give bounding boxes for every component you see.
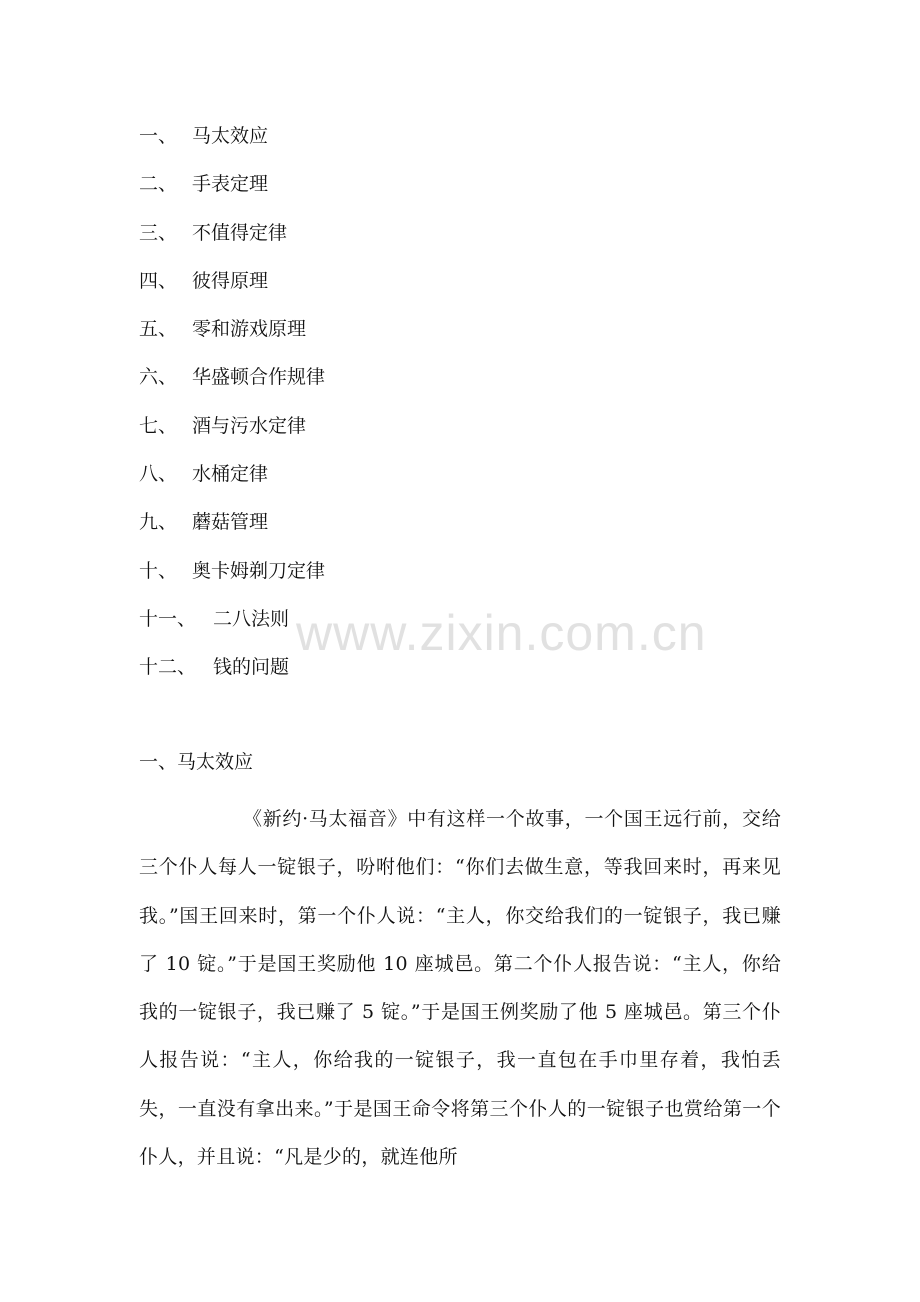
toc-item-number: 九、 [139, 511, 178, 534]
toc-item-title: 奥卡姆剃刀定律 [192, 559, 326, 582]
toc-item-title: 华盛顿合作规律 [192, 366, 326, 389]
toc-item-number: 三、 [139, 221, 178, 244]
section-heading: 一、马太效应 [139, 751, 254, 773]
toc-item [139, 218, 325, 266]
toc-item-title: 手表定理 [192, 173, 269, 196]
toc-item-number: 二、 [139, 173, 178, 196]
toc-item [139, 266, 325, 314]
toc-item-number: 八、 [139, 463, 178, 486]
toc-item-number: 十、 [139, 559, 178, 582]
toc-item-title: 不值得定律 [192, 221, 288, 244]
toc-item [139, 314, 325, 362]
toc-item-title: 彼得原理 [192, 269, 269, 292]
toc-item-number: 四、 [139, 269, 178, 292]
toc-item [139, 121, 325, 169]
toc-item [139, 169, 325, 217]
toc-item-number: 十二、 [139, 656, 197, 679]
toc-item [139, 507, 325, 555]
toc-item-title: 蘑菇管理 [192, 511, 269, 534]
watermark-text: www.zixin.com.cn [296, 605, 707, 661]
toc-item-number: 十一、 [139, 607, 197, 630]
toc-item-title: 马太效应 [192, 125, 269, 147]
toc-item-number: 七、 [139, 414, 178, 437]
toc-item-title: 钱的问题 [213, 656, 290, 679]
toc-item [139, 362, 325, 410]
toc-item-number: 一、 [139, 125, 178, 147]
toc-item-number: 五、 [139, 318, 178, 341]
body-paragraph: 《新约·马太福音》中有这样一个故事，一个国王远行前，交给三个仆人每人一锭银子，吩咐他们：“你们去做生意，等我回来时，再来见我。”国王回来时，第一个仆人说：“主人，你交给我们的一锭银子，我已赚了 10 锭。”于是国王奖励他 10 座城邑。第二个仆人报告说：“主人，你给我的一锭银子，我已赚了 5 锭。”于是国王例奖励了他 5 座城邑。第三个仆人报告说：“主人，你给我的一锭银子，我一直包在手巾里存着，我怕丢失，一直没有拿出来。”于是国王命令将第三个仆人的一锭银子也赏给第一个仆人，并且说：“凡是少的，就连他所 [139, 808, 781, 1169]
toc-item [139, 459, 325, 507]
toc-item-title: 水桶定律 [192, 463, 269, 486]
toc-item-number: 六、 [139, 366, 178, 389]
toc-item [139, 411, 325, 459]
toc-item-title: 零和游戏原理 [192, 318, 307, 341]
toc-item-title: 酒与污水定律 [192, 414, 307, 437]
toc-item [139, 556, 325, 604]
toc-item-title: 二八法则 [213, 607, 290, 630]
